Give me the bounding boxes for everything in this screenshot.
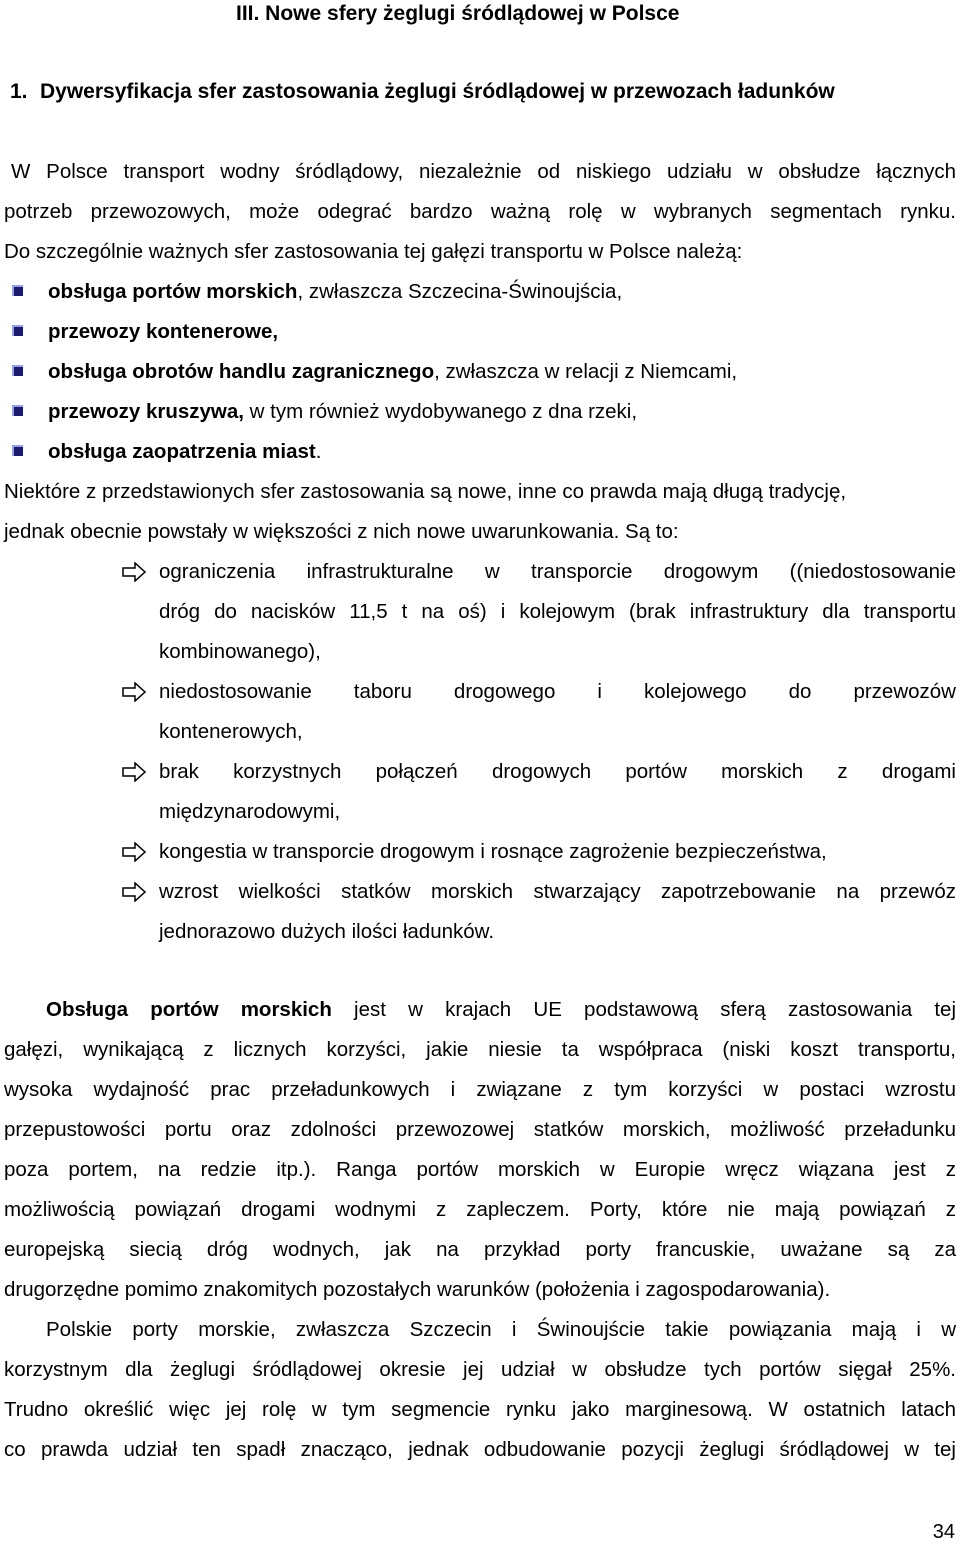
text-line: Do szczególnie ważnych sfer zastosowania tej gałęzi transportu w Polsce należą:	[4, 240, 743, 263]
bullet-text: .	[315, 440, 322, 463]
bullet-bold-text: obsługa portów morskich	[48, 280, 298, 303]
text-line: możliwością powiązań drogami wodnymi z zapleczem. Porty, które nie mają powiązań z	[4, 1198, 956, 1221]
list-item	[12, 312, 912, 352]
list-item	[12, 272, 912, 312]
square-bullet-icon	[12, 445, 23, 456]
paragraph-2	[4, 472, 956, 552]
bullet-text: w tym również wydobywanego z dna rzeki,	[243, 400, 638, 423]
text-line: ograniczenia infrastrukturalne w transporcie drogowym ((niedostosowanie	[159, 560, 956, 583]
list-item	[12, 352, 912, 392]
text-line: kongestia w transporcie drogowym i rosnące zagrożenie bezpieczeństwa,	[159, 840, 827, 863]
list-item	[122, 672, 956, 752]
text-line: brak korzystnych połączeń drogowych portów morskich z drogami	[159, 760, 956, 783]
text-line: dróg do nacisków 11,5 t na oś) i kolejowym (brak infrastruktury dla transportu	[159, 600, 956, 623]
chapter-heading: III. Nowe sfery żeglugi śródlądowej w Polsce	[236, 2, 680, 25]
text-line: europejską siecią dróg wodnych, jak na przykład porty francuskie, uważane są za	[4, 1238, 956, 1261]
text-line: międzynarodowymi,	[159, 800, 341, 823]
bullet-bold-text: obsługa obrotów handlu zagranicznego	[48, 360, 435, 383]
page-number: 34	[932, 1521, 955, 1543]
list-item	[122, 872, 956, 952]
text-line: poza portem, na redzie itp.). Ranga portów morskich w Europie wręcz wiązana jest z	[4, 1158, 956, 1181]
text-line: Polskie porty morskie, zwłaszcza Szczecin i Świnoujście takie powiązania mają i w	[46, 1318, 956, 1341]
bullet-bold-text: przewozy kruszywa,	[48, 400, 244, 423]
text-line: W Polsce transport wodny śródlądowy, niezależnie od niskiego udziału w obsłudze łącznych	[11, 160, 956, 183]
text-line: wysoka wydajność prac przeładunkowych i związane z tym korzyści w postaci wzrostu	[4, 1078, 956, 1101]
bullet-bold-text: przewozy kontenerowe,	[48, 320, 279, 343]
outline-arrow-icon	[122, 842, 146, 862]
text-line: gałęzi, wynikającą z licznych korzyści, jakie niesie ta współpraca (niski koszt transportu,	[4, 1038, 956, 1061]
outline-arrow-icon	[122, 882, 146, 902]
square-bullet-icon	[12, 405, 23, 416]
list-item	[12, 432, 912, 472]
square-bullet-icon	[12, 365, 23, 376]
square-bullet-icon	[12, 325, 23, 336]
lead-bold-text: Obsługa portów morskich	[46, 998, 332, 1021]
outline-arrow-icon	[122, 762, 146, 782]
text-line: Niektóre z przedstawionych sfer zastosowania są nowe, inne co prawda mają długą tradycję,	[4, 480, 847, 503]
paragraph-3	[4, 990, 956, 1310]
text-line: przepustowości portu oraz zdolności przewozowej statków morskich, możliwość przeładunku	[4, 1118, 956, 1141]
list-item	[122, 752, 956, 832]
text-line: Trudno określić więc jej rolę w tym segmencie rynku jako marginesową. W ostatnich latach	[4, 1398, 956, 1421]
text-line: jednorazowo dużych ilości ładunków.	[159, 920, 495, 943]
outline-arrow-icon	[122, 562, 146, 582]
text-line: kombinowanego),	[159, 640, 321, 663]
list-item	[122, 832, 956, 872]
bullet-text: , zwłaszcza w relacji z Niemcami,	[434, 360, 738, 383]
bullet-list	[12, 272, 912, 472]
text-line: drugorzędne pomimo znakomitych pozostałych warunków (położenia i zagospodarowania).	[4, 1278, 831, 1301]
outline-arrow-icon	[122, 682, 146, 702]
section-title: Dywersyfikacja sfer zastosowania żeglugi śródlądowej w przewozach ładunków	[40, 80, 835, 103]
text-line: potrzeb przewozowych, może odegrać bardzo ważną rolę w wybranych segmentach rynku.	[4, 200, 956, 223]
list-item	[12, 392, 912, 432]
arrow-list	[122, 552, 956, 952]
bullet-text: , zwłaszcza Szczecina-Świnoujścia,	[297, 280, 623, 303]
text-line: niedostosowanie taboru drogowego i kolejowego do przewozów	[159, 680, 956, 703]
intro-paragraph	[4, 152, 956, 272]
square-bullet-icon	[12, 285, 23, 296]
bullet-bold-text: obsługa zaopatrzenia miast	[48, 440, 316, 463]
text-line: jednak obecnie powstały w większości z nich nowe uwarunkowania. Są to:	[4, 520, 679, 543]
text-line: co prawda udział ten spadł znacząco, jednak odbudowanie pozycji żeglugi śródlądowej w tej	[4, 1438, 956, 1461]
section-number: 1.	[10, 80, 28, 103]
text-span: jest w krajach UE podstawową sferą zastosowania tej	[331, 998, 957, 1021]
paragraph-4	[4, 1310, 956, 1470]
text-line: wzrost wielkości statków morskich stwarzający zapotrzebowanie na przewóz	[159, 880, 956, 903]
text-line: kontenerowych,	[159, 720, 303, 743]
text-line: korzystnym dla żeglugi śródlądowej okresie jej udział w obsłudze tych portów sięgał 25%.	[4, 1358, 956, 1381]
section-heading	[10, 78, 835, 106]
text-line	[4, 990, 956, 1030]
list-item	[122, 552, 956, 672]
